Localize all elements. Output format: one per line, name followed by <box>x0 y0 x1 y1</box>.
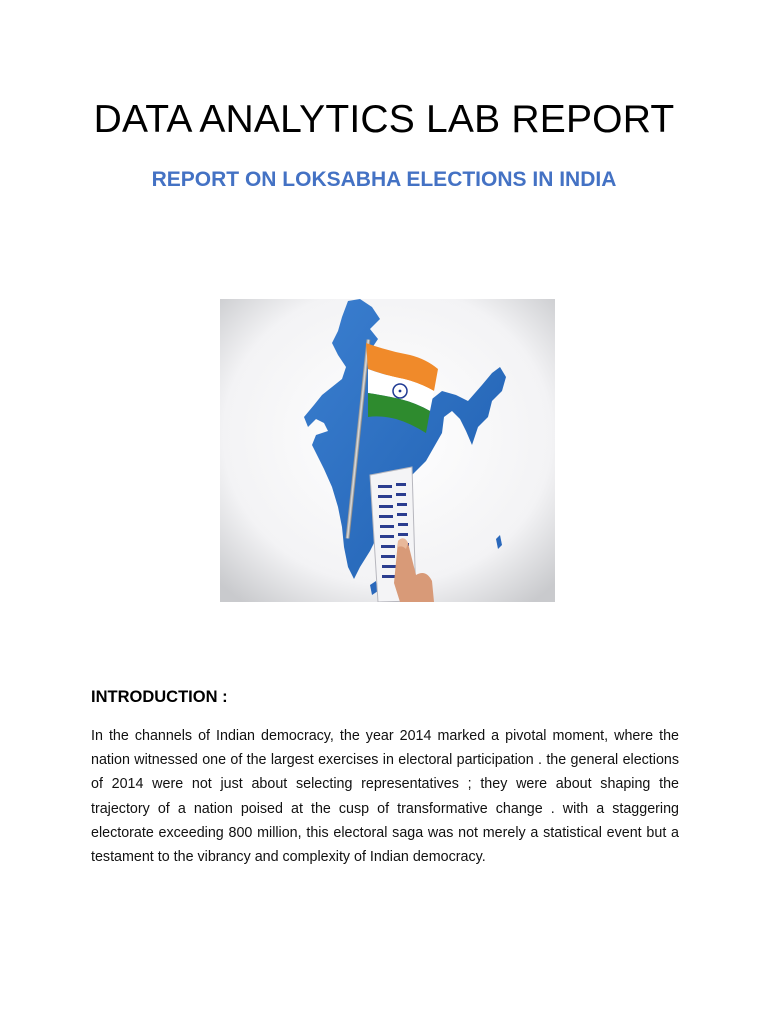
introduction-paragraph: In the channels of Indian democracy, the year 2014 marked a pivotal moment, where the nation witnessed one of the largest exercises in electoral participation . the general elections of 2014 were not just about selecting representatives ; they were about shaping the trajectory of a nation poised at the cusp of transformative change . with a staggering electorate exceeding 800 million, this electoral saga was not merely a statistical event but a testament to the vibrancy and complexity of Indian democracy. <box>91 728 679 866</box>
introduction-heading: INTRODUCTION : <box>91 688 228 706</box>
page-subtitle: REPORT ON LOKSABHA ELECTIONS IN INDIA <box>151 168 617 191</box>
cover-image <box>220 299 555 602</box>
page-title: DATA ANALYTICS LAB REPORT <box>93 98 675 141</box>
